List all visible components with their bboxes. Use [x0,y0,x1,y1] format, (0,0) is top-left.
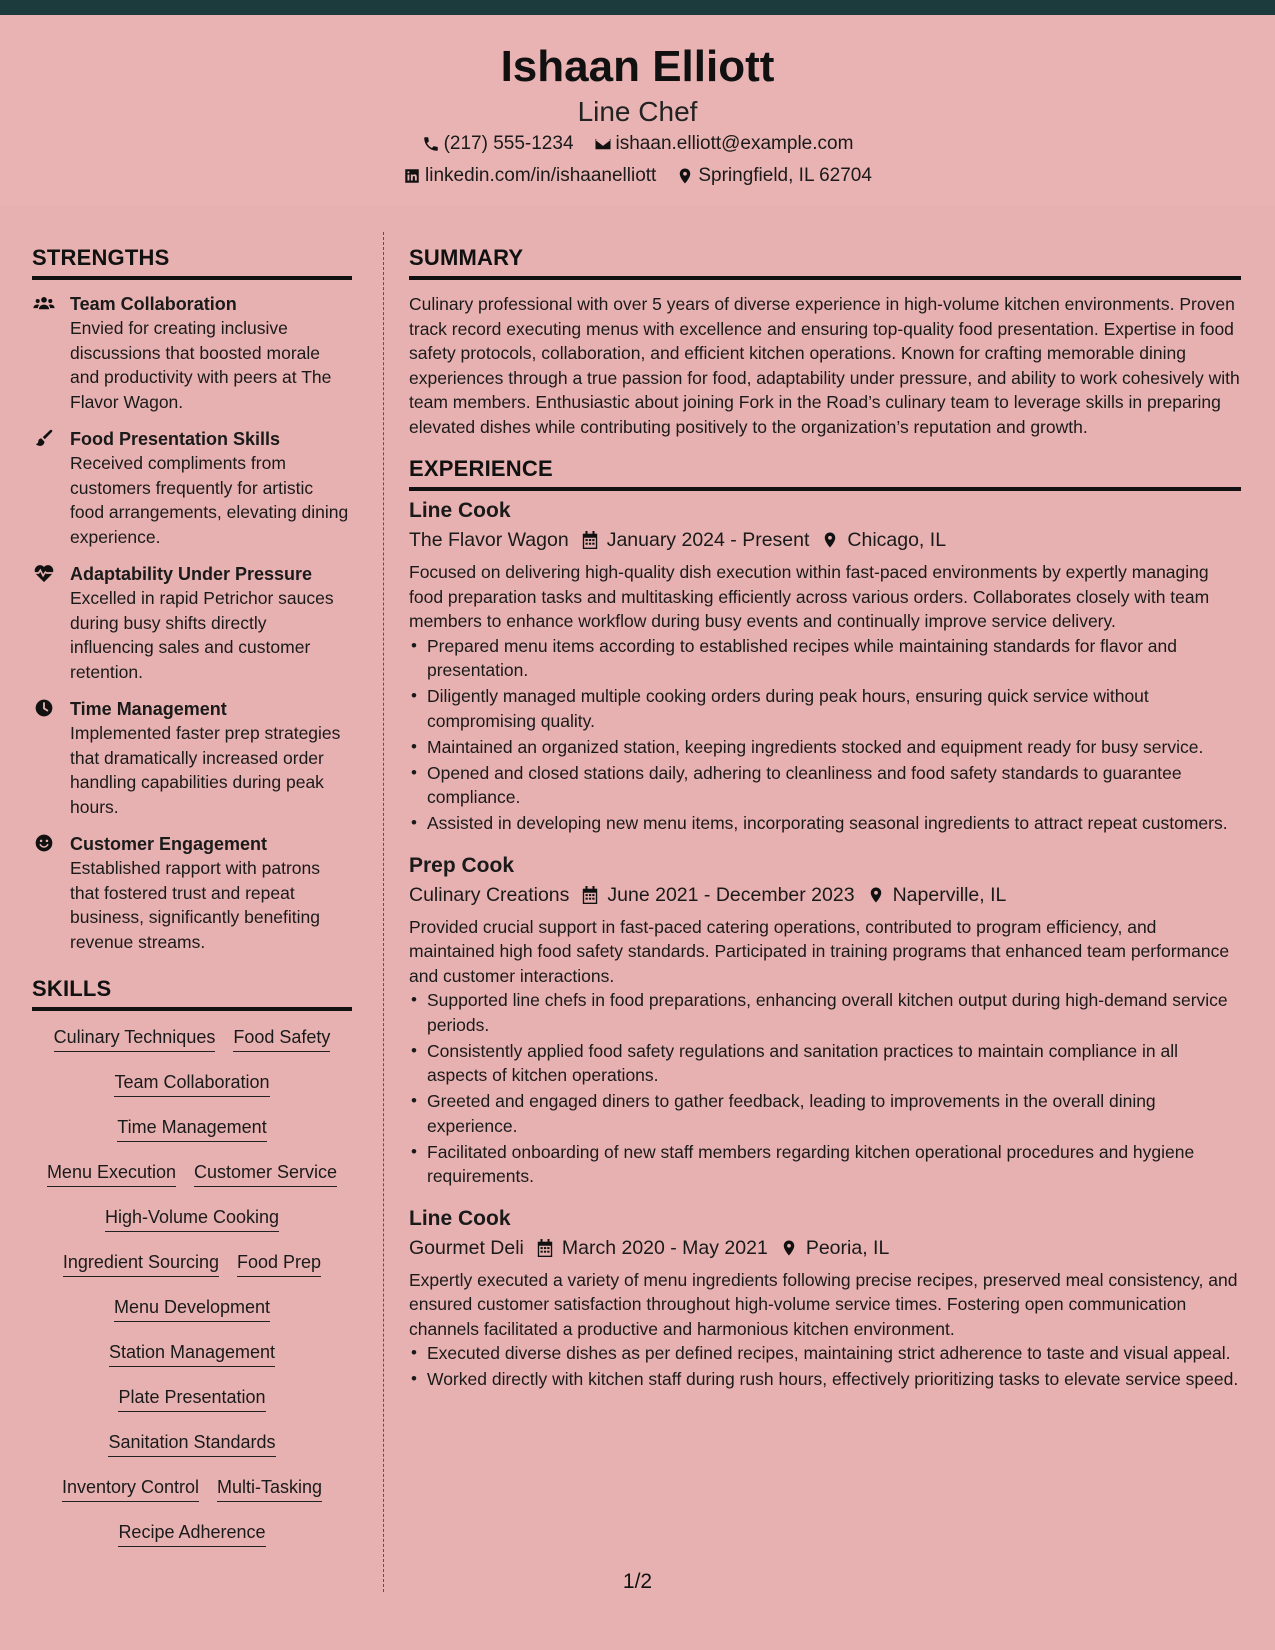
envelope-icon [594,135,612,153]
strength-title: Food Presentation Skills [70,429,281,449]
list-item: • Diligently managed multiple cooking orders during peak hours, ensuring quick service without compromising quality. [427,684,1241,733]
skill-tag: Menu Execution [47,1161,176,1187]
skill-row [32,1026,352,1071]
page-number: 1/2 [622,1570,653,1593]
experience-heading: EXPERIENCE [409,456,1241,491]
skill-tag: Time Management [117,1116,266,1142]
users-icon [33,293,55,313]
linkedin-icon [403,167,421,185]
calendar-icon [581,885,599,905]
skill-row [32,1251,352,1296]
skill-row [32,1476,352,1521]
company-name: Gourmet Deli [409,1236,524,1259]
strength-desc: Implemented faster prep strategies that dramatically increased order handling capabilities during peak hours. [70,723,341,817]
left-column [32,245,352,1566]
phone-contact [422,133,574,155]
column-divider [383,232,384,1592]
map-pin-icon [867,885,885,905]
skill-tag: Station Management [109,1341,275,1367]
top-accent-bar [0,0,1275,15]
job-bullets [427,988,1241,1189]
candidate-name: Ishaan Elliott [500,42,775,91]
skill-row [32,1431,352,1476]
job-dates: June 2021 - December 2023 [607,883,855,906]
skill-row [32,1296,352,1341]
map-pin-icon [821,530,839,550]
skill-tag: Inventory Control [62,1476,199,1502]
skills-list [32,1026,352,1566]
skill-tag: Customer Service [194,1161,337,1187]
strength-item [32,292,352,414]
job-meta [409,1234,1241,1262]
skill-tag: Recipe Adherence [118,1521,265,1547]
skill-tag: Sanitation Standards [108,1431,275,1457]
calendar-icon [536,1238,554,1258]
summary-text: Culinary professional with over 5 years of diverse experience in high-volume kitchen environments. Proven track record executing menus with excellence and ensuring top-quality food presentation. Expertise in food safety protocols, collaboration, and efficient kitchen operations. Known for crafting memorable dining experiences through a true passion for food, adaptability under pressure, and ability to work cohesively with team members. Enthusiastic about joining Fork in the Road’s culinary team to leverage skills in preparing elevated dishes while contributing positively to the organization’s reputation and growth. [409,294,1240,437]
calendar-icon [581,530,599,550]
heart-pulse-icon [33,563,55,583]
job-description: Provided crucial support in fast-paced catering operations, contributed to program efficiency, and maintained high food safety standards. Participated in training programs that enhanced team performance and customer interactions. [409,916,1230,986]
skill-row [32,1116,352,1161]
right-column [409,245,1241,1408]
job-title: Line Cook [409,1206,511,1230]
location-contact [676,165,872,187]
company-name: The Flavor Wagon [409,529,569,551]
job-entry [409,852,1241,1189]
skill-tag: Culinary Techniques [54,1026,216,1052]
candidate-title: Line Chef [577,96,698,127]
skill-row [32,1206,352,1251]
job-location: Naperville, IL [892,883,1007,906]
skill-row [32,1386,352,1431]
linkedin-contact[interactable] [403,165,656,187]
strength-item [32,697,352,819]
list-item: • Facilitated onboarding of new staff members regarding kitchen operational procedures and hygiene requirements. [427,1140,1241,1189]
skill-tag: Food Safety [233,1026,330,1052]
strength-item [32,832,352,954]
location-text: Springfield, IL 62704 [698,165,872,186]
paintbrush-icon [33,428,55,448]
strength-item [32,427,352,549]
skill-tag: High-Volume Cooking [105,1206,279,1232]
skill-tag: Menu Development [114,1296,270,1322]
summary-heading: SUMMARY [409,245,1241,280]
list-item: • Prepared menu items according to established recipes while maintaining standards for flavor and presentation. [427,634,1241,683]
job-meta [409,881,1241,909]
job-entry [409,1205,1241,1392]
job-meta [409,526,1241,554]
contact-row-2 [0,165,1275,187]
skill-tag: Plate Presentation [118,1386,265,1412]
strengths-heading: STRENGTHS [32,245,352,280]
skill-row [32,1161,352,1206]
strength-desc: Excelled in rapid Petrichor sauces during busy shifts directly influencing sales and customer retention. [70,588,334,682]
list-item: • Assisted in developing new menu items, incorporating seasonal ingredients to attract repeat customers. [427,811,1241,836]
email-contact[interactable] [594,133,854,155]
list-item: • Maintained an organized station, keeping ingredients stocked and equipment ready for busy service. [427,735,1241,760]
phone-icon [422,135,440,153]
clock-icon [33,698,55,718]
job-entry [409,497,1241,836]
skill-row [32,1521,352,1566]
job-title: Prep Cook [409,853,515,877]
strength-title: Team Collaboration [70,294,237,314]
strength-title: Adaptability Under Pressure [70,564,313,584]
strength-desc: Received compliments from customers frequently for artistic food arrangements, elevating dining experience. [70,453,349,547]
skill-tag: Food Prep [237,1251,321,1277]
job-location: Peoria, IL [805,1236,890,1259]
strength-desc: Envied for creating inclusive discussions that boosted morale and productivity with peers at The Flavor Wagon. [70,318,332,412]
job-bullets [427,1341,1241,1392]
skills-heading: SKILLS [32,976,352,1011]
skill-row [32,1341,352,1386]
map-pin-icon [676,167,694,185]
list-item: • Worked directly with kitchen staff during rush hours, effectively prioritizing tasks to elevate service speed. [427,1367,1241,1392]
map-pin-icon [780,1238,798,1258]
strength-title: Customer Engagement [70,834,268,854]
skill-tag: Multi-Tasking [217,1476,322,1502]
strength-desc: Established rapport with patrons that fostered trust and repeat business, significantly benefiting revenue streams. [70,858,321,952]
job-dates: March 2020 - May 2021 [561,1236,768,1259]
skill-row [32,1071,352,1116]
job-dates: January 2024 - Present [606,529,810,551]
list-item: • Consistently applied food safety regulations and sanitation practices to maintain compliance in all aspects of kitchen operations. [427,1039,1241,1088]
resume-header [0,15,1275,205]
skill-tag: Ingredient Sourcing [63,1251,219,1277]
linkedin-text: linkedin.com/in/ishaanelliott [425,165,657,186]
list-item: • Supported line chefs in food preparations, enhancing overall kitchen output during high-demand service periods. [427,988,1241,1037]
job-description: Expertly executed a variety of menu ingredients following precise recipes, preserved meal consistency, and ensured customer satisfaction throughout high-volume service times. Fostering open communication channels facilitated a productive and harmonious kitchen environment. [409,1269,1238,1339]
skill-tag: Team Collaboration [114,1071,269,1097]
contact-row-1 [0,133,1275,155]
job-title: Line Cook [409,499,511,522]
list-item: • Greeted and engaged diners to gather feedback, leading to improvements in the overall dining experience. [427,1089,1241,1138]
phone-text: (217) 555-1234 [443,133,574,154]
list-item: • Opened and closed stations daily, adhering to cleanliness and food safety standards to guarantee compliance. [427,761,1241,810]
company-name: Culinary Creations [409,883,570,906]
email-text: ishaan.elliott@example.com [615,133,854,154]
smile-icon [33,833,55,853]
list-item: • Executed diverse dishes as per defined recipes, maintaining strict adherence to taste and visual appeal. [427,1341,1241,1366]
job-location: Chicago, IL [847,529,947,551]
job-description: Focused on delivering high-quality dish execution within fast-paced environments by expertly managing food preparation tasks and multitasking efficiently across various orders. Collaborates closely with team members to enhance workflow during busy events and continually improve service delivery. [409,562,1210,631]
strength-title: Time Management [70,699,227,719]
job-bullets [427,634,1241,836]
strength-item [32,562,352,684]
experience-list [409,497,1241,1392]
